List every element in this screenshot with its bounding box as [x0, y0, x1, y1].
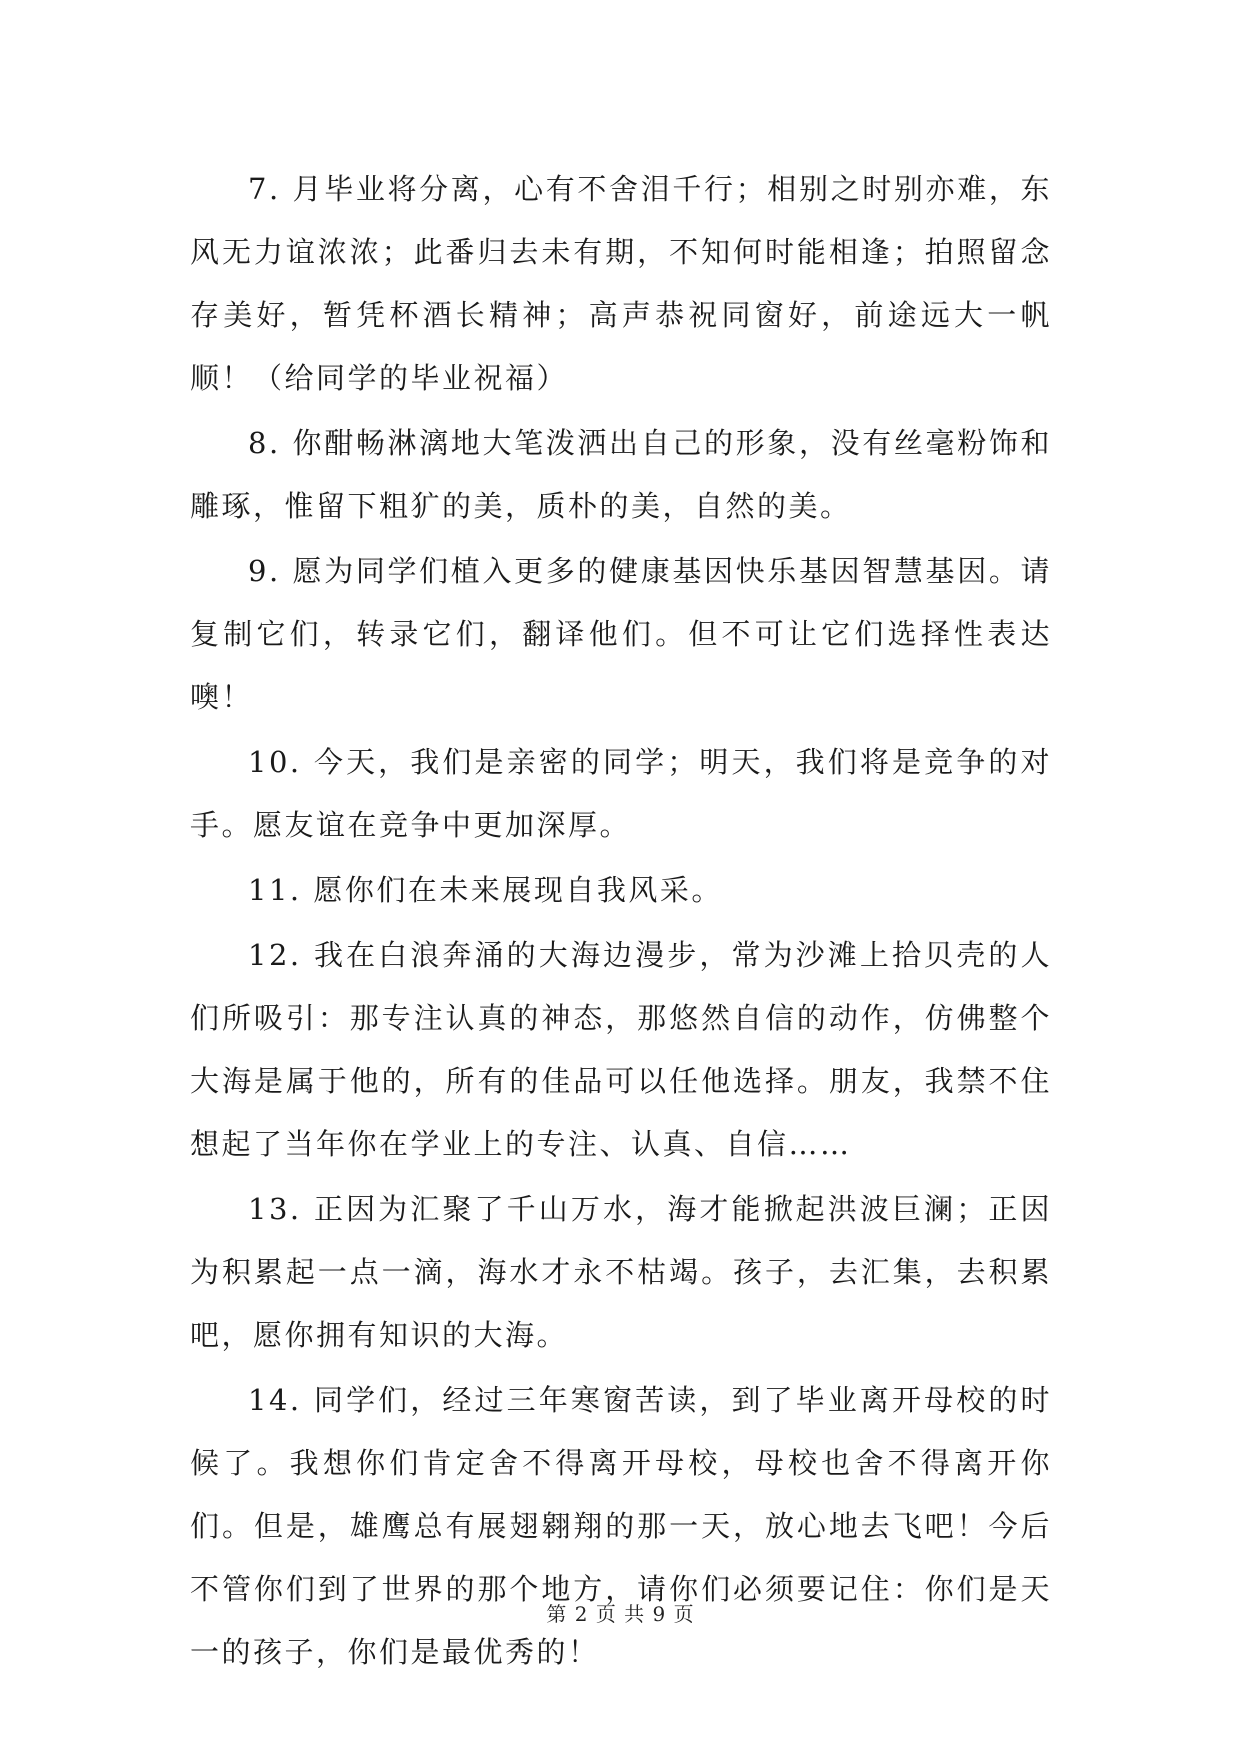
paragraph-12: 12. 我在白浪奔涌的大海边漫步，常为沙滩上拾贝壳的人们所吸引：那专注认真的神态，那悠然自信的动作，仿佛整个大海是属于他的，所有的佳品可以任他选择。朋友，我禁不住想起了当年你在学业上的专注、认真、自信…… — [190, 938, 1052, 1161]
paragraph-8: 8. 你酣畅淋漓地大笔泼洒出自己的形象，没有丝毫粉饰和雕琢，惟留下粗犷的美，质朴的美，自然的美。 — [190, 426, 1052, 523]
paragraph-14: 14. 同学们，经过三年寒窗苦读，到了毕业离开母校的时候了。我想你们肯定舍不得离开母校，母校也舍不得离开你们。但是，雄鹰总有展翅翱翔的那一天，放心地去飞吧！今后不管你们到了世界的那个地方，请你们必须要记住：你们是天一的孩子，你们是最优秀的！ — [190, 1383, 1052, 1669]
paragraph-10: 10. 今天，我们是亲密的同学；明天，我们将是竞争的对手。愿友谊在竞争中更加深厚。 — [190, 745, 1052, 842]
paragraph-11: 11. 愿你们在未来展现自我风采。 — [248, 873, 723, 907]
paragraph-7: 7. 月毕业将分离，心有不舍泪千行；相别之时别亦难，东风无力谊浓浓；此番归去未有期，不知何时能相逢；拍照留念存美好，暂凭杯酒长精神；高声恭祝同窗好，前途远大一帆顺！（给同学的毕业祝福） — [190, 172, 1052, 395]
page-body — [190, 158, 1052, 1686]
paragraph-9: 9. 愿为同学们植入更多的健康基因快乐基因智慧基因。请复制它们，转录它们，翻译他们。但不可让它们选择性表达噢！ — [190, 554, 1052, 714]
paragraph-13: 13. 正因为汇聚了千山万水，海才能掀起洪波巨澜；正因为积累起一点一滴，海水才永不枯竭。孩子，去汇集，去积累吧，愿你拥有知识的大海。 — [190, 1192, 1052, 1352]
page-footer: 第 2 页 共 9 页 — [546, 1602, 695, 1626]
